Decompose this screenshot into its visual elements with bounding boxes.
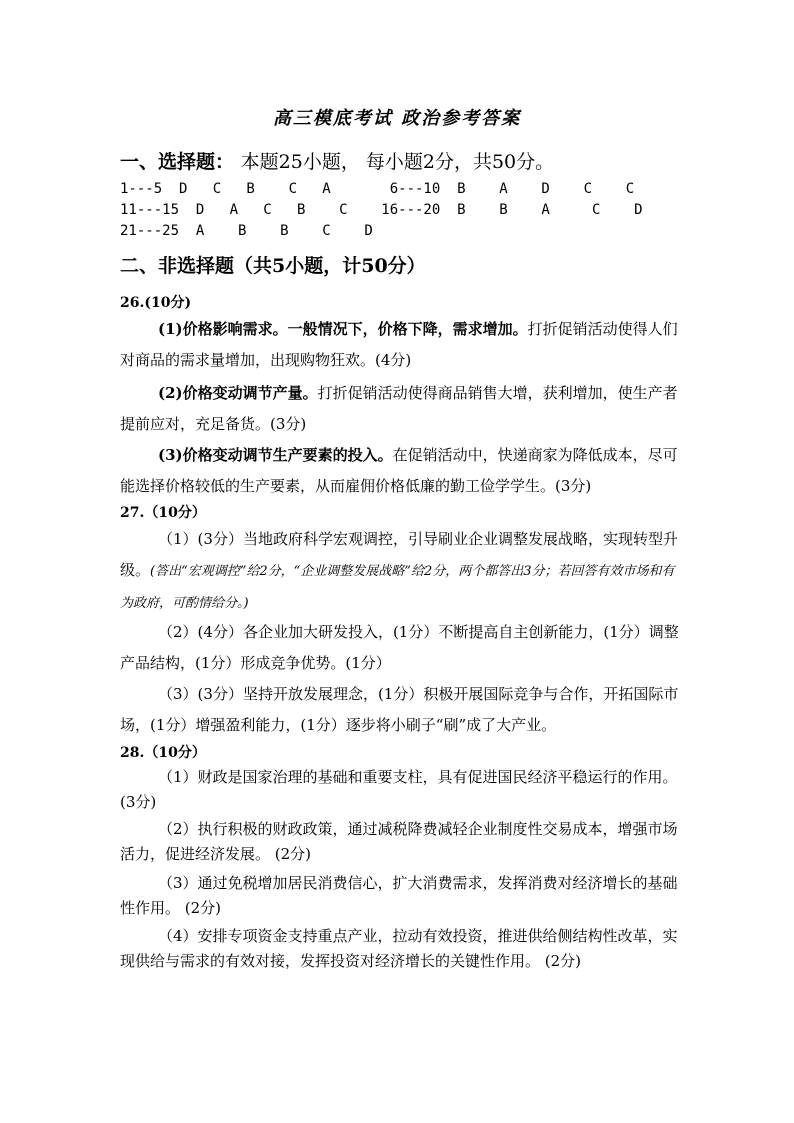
q28-answer-1: （1）财政是国家治理的基础和重要支柱，具有促进国民经济平稳运行的作用。(3分) bbox=[120, 768, 678, 811]
q26-answer-3: (3)价格变动调节生产要素的投入。在促销活动中，快递商家为降低成本，尽可能选择价格较低的生产要素，从而雇佣价格低廉的勤工俭学学生。(3分) bbox=[120, 446, 678, 495]
q28-number: 28.（10分） bbox=[120, 745, 206, 761]
section1-heading bbox=[120, 147, 554, 174]
q27-answer-1: （1）(3分）当地政府科学宏观调控，引导刷业企业调整发展战略，实现转型升级。(答出“宏观调控”给2分，“企业调整发展战略”给2分，两个都答出3分；若回答有效市场和有为政府，可酌情给分。) bbox=[120, 530, 678, 611]
q28-answer-4: （4）安排专项资金支持重点产业，拉动有效投资，推进供给侧结构性改革，实现供给与需求的有效对接，发挥投资对经济增长的关键性作用。 (2分) bbox=[120, 927, 678, 970]
q27-answer-2: （2）(4分）各企业加大研发投入，(1分）不断提高自主创新能力，(1分）调整产品结构，(1分）形成竞争优势。(1分） bbox=[120, 623, 679, 672]
q26-answer-2: (2)价格变动调节产量。打折促销活动使得商品销售大增，获利增加，使生产者提前应对，充足备货。(3分) bbox=[120, 384, 678, 433]
q27-number: 27.（10分） bbox=[120, 505, 206, 521]
q27-answer-3: （3）(3分）坚持开放发展理念，(1分）积极开展国际竞争与合作，开拓国际市场，(1分）增强盈利能力，(1分）逐步将小刷子“刷”成了大产业。 bbox=[120, 685, 679, 734]
q28-answer-2: （2）执行积极的财政政策，通过减税降费减轻企业制度性交易成本，增强市场活力，促进经济发展。 (2分) bbox=[120, 820, 678, 863]
q26-answer-1: (1)价格影响需求。一般情况下，价格下降，需求增加。打折促销活动使得人们对商品的需求量增加，出现购物狂欢。(4分) bbox=[120, 320, 678, 369]
answer-row-1: 1---5 D C B C A 6---10 B A D C C bbox=[120, 181, 635, 197]
answer-row-3: 21---25 A B B C D bbox=[120, 223, 373, 239]
section2-heading: 二、非选择题（共5小题，计50分） bbox=[120, 255, 426, 277]
answer-row-2: 11---15 D A C B C 16---20 B B A C D bbox=[120, 202, 643, 218]
section1-label: 一、选择题： bbox=[120, 151, 235, 173]
q28-answer-3: （3）通过免税增加居民消费信心，扩大消费需求，发挥消费对经济增长的基础性作用。 (2分) bbox=[120, 874, 678, 917]
section1-description: 本题25小题， 每小题2分，共50分。 bbox=[240, 151, 555, 173]
q26-number: 26.(10分) bbox=[120, 295, 192, 311]
q27-scoring-note: (答出“宏观调控”给2分，“企业调整发展战略”给2分，两个都答出3分；若回答有效市场和有为政府，可酌情给分。) bbox=[120, 564, 675, 611]
document-title: 高三模底考试 政治参考答案 bbox=[272, 108, 522, 129]
